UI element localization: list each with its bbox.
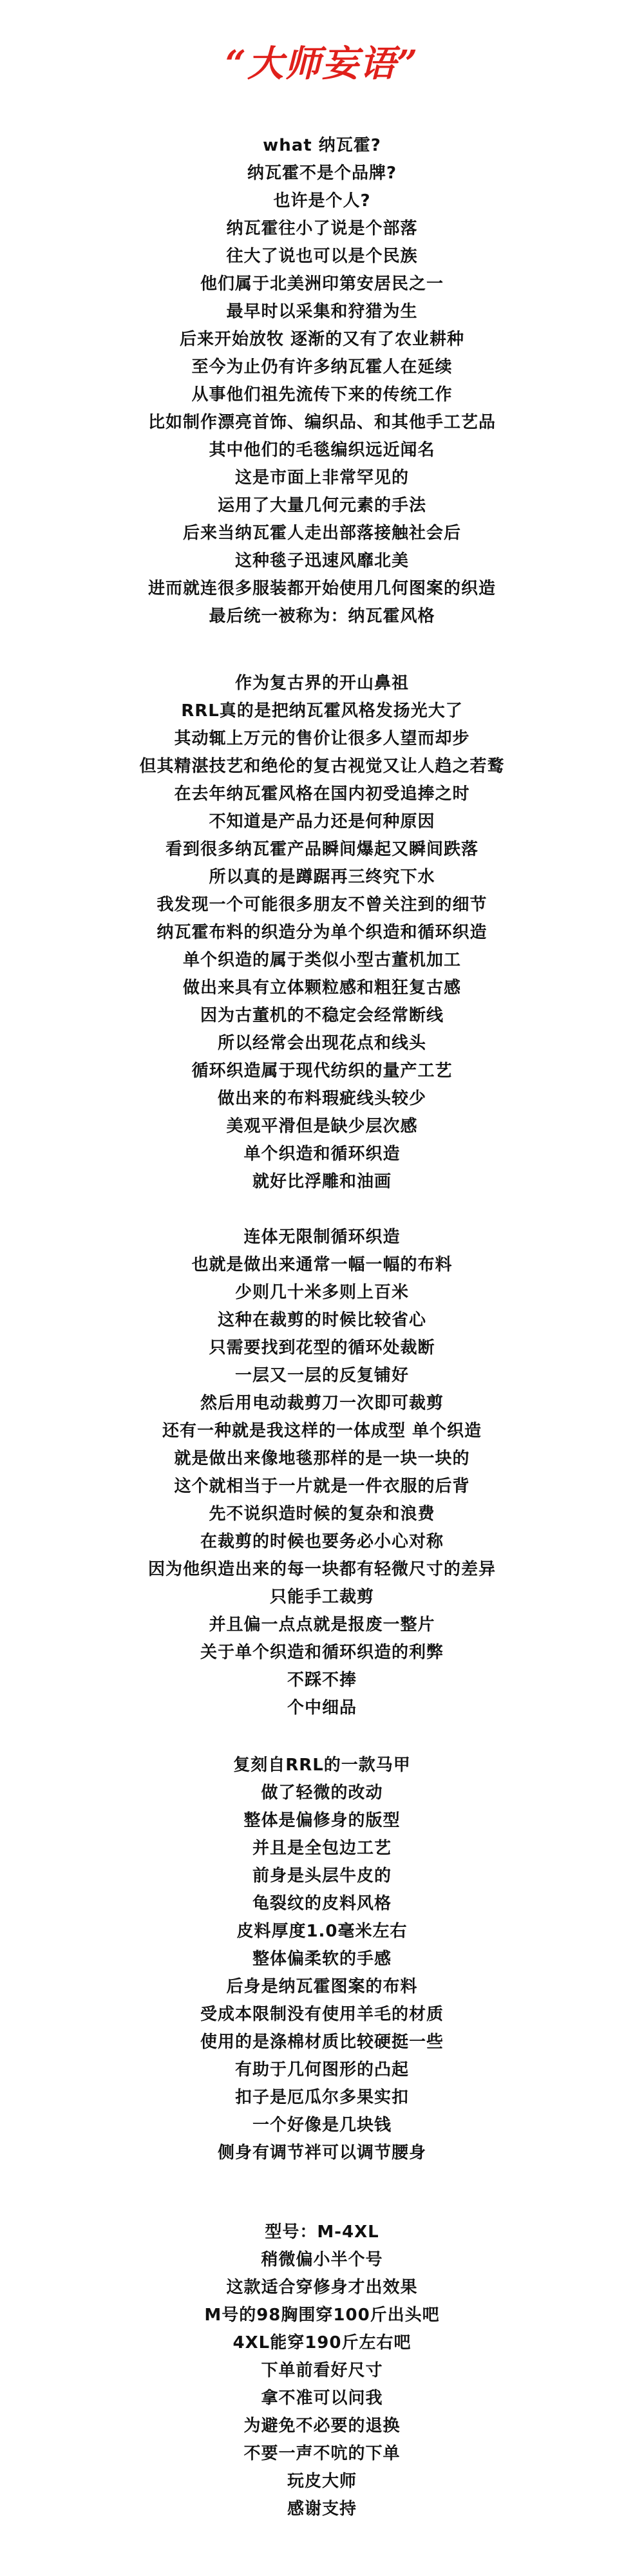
text-line: 玩皮大师 [287, 2472, 357, 2491]
text-line: 往大了说也可以是个民族 [226, 247, 418, 266]
section-sizing [0, 2219, 644, 2523]
text-line: 做出来的布料瑕疵线头较少 [217, 1089, 426, 1108]
text-line: 做了轻微的改动 [261, 1783, 383, 1803]
text-line: 下单前看好尺寸 [261, 2361, 383, 2380]
text-line: 因为他织造出来的每一块都有轻微尺寸的差异 [147, 1560, 496, 1579]
text-line: 拿不准可以问我 [261, 2389, 383, 2408]
section-vest-details [0, 1752, 644, 2167]
text-line: 连体无限制循环织造 [243, 1227, 401, 1247]
text-line: 在去年纳瓦霍风格在国内初受追捧之时 [174, 784, 470, 804]
text-line: 作为复古界的开山鼻祖 [234, 674, 409, 693]
page-title: “大师妄语” [225, 43, 419, 85]
text-line: 然后用电动裁剪刀一次即可裁剪 [200, 1394, 444, 1413]
text-line: 纳瓦霍往小了说是个部落 [226, 219, 418, 238]
text-line: 其动辄上万元的售价让很多人望而却步 [174, 729, 470, 748]
text-line: 这种在裁剪的时候比较省心 [217, 1311, 426, 1330]
text-line: 单个织造的属于类似小型古董机加工 [182, 951, 461, 970]
text-line: 感谢支持 [287, 2499, 357, 2519]
text-line: 有助于几何图形的凸起 [234, 2060, 409, 2079]
text-line: 也就是做出来通常一幅一幅的布料 [191, 1255, 453, 1274]
text-line: 龟裂纹的皮料风格 [252, 1894, 392, 1913]
text-line: 型号：M-4XL [265, 2222, 379, 2242]
text-line: 皮料厚度1.0毫米左右 [236, 1922, 408, 1941]
text-line: 运用了大量几何元素的手法 [217, 496, 426, 515]
text-line: 后身是纳瓦霍图案的布料 [226, 1977, 418, 1996]
section-cutting-process [0, 1224, 644, 1722]
text-line: 并且偏一点点就是报废一整片 [209, 1615, 435, 1634]
text-line: 个中细品 [287, 1698, 357, 1718]
text-line: M号的98胸围穿100斤出头吧 [204, 2306, 440, 2325]
text-line: 并且是全包边工艺 [252, 1839, 392, 1858]
text-line: 比如制作漂亮首饰、编织品、和其他手工艺品 [147, 413, 496, 432]
text-line: 为避免不必要的退换 [243, 2416, 401, 2436]
text-line: 也许是个人? [273, 191, 371, 211]
text-line: 就是做出来像地毯那样的是一块一块的 [174, 1449, 470, 1468]
section-rrl-weaving [0, 670, 644, 1196]
text-line: 这款适合穿修身才出效果 [226, 2278, 418, 2297]
text-line: 稍微偏小半个号 [261, 2250, 383, 2269]
text-line: 最后统一被称为：纳瓦霍风格 [209, 607, 435, 626]
text-line: 只需要找到花型的循环处裁断 [209, 1338, 435, 1358]
text-line: 单个织造和循环织造 [243, 1144, 401, 1164]
text-line: 先不说织造时候的复杂和浪费 [209, 1504, 435, 1524]
text-line: 复刻自RRL的一款马甲 [233, 1756, 411, 1775]
text-line: 使用的是涤棉材质比较硬挺一些 [200, 2032, 444, 2052]
text-line: 这种毯子迅速风靡北美 [234, 551, 409, 571]
text-line: 关于单个织造和循环织造的利弊 [200, 1643, 444, 1662]
text-line: 一层又一层的反复铺好 [234, 1366, 409, 1385]
text-line: 在裁剪的时候也要务必小心对称 [200, 1532, 444, 1551]
text-line: 但其精湛技艺和绝伦的复古视觉又让人趋之若鹜 [139, 757, 505, 776]
text-line: 纳瓦霍布料的织造分为单个织造和循环织造 [156, 923, 488, 942]
text-line: 他们属于北美洲印第安居民之一 [200, 274, 444, 294]
text-line: what 纳瓦霍? [263, 136, 381, 155]
text-line: 扣子是厄瓜尔多果实扣 [234, 2088, 409, 2107]
text-line: 所以真的是蹲踞再三终究下水 [209, 867, 435, 887]
text-line: RRL真的是把纳瓦霍风格发扬光大了 [181, 701, 463, 721]
section-navajo-intro [0, 132, 644, 630]
text-line: 其中他们的毛毯编织远近闻名 [209, 440, 435, 460]
text-line: 后来当纳瓦霍人走出部落接触社会后 [182, 524, 461, 543]
text-line: 整体偏柔软的手感 [252, 1949, 392, 1969]
text-line: 最早时以采集和狩猎为生 [226, 302, 418, 321]
text-line: 只能手工裁剪 [269, 1587, 374, 1607]
text-line: 前身是头层牛皮的 [252, 1866, 392, 1886]
text-line: 不要一声不吭的下单 [243, 2444, 401, 2463]
text-line: 4XL能穿190斤左右吧 [232, 2333, 412, 2353]
text-line: 从事他们祖先流传下来的传统工作 [191, 385, 453, 404]
text-line: 至今为止仍有许多纳瓦霍人在延续 [191, 357, 453, 377]
text-line: 就好比浮雕和油画 [252, 1172, 392, 1191]
text-line: 不知道是产品力还是何种原因 [209, 812, 435, 831]
text-line: 不踩不捧 [287, 1671, 357, 1690]
text-line: 侧身有调节袢可以调节腰身 [217, 2143, 426, 2163]
text-line: 整体是偏修身的版型 [243, 1811, 401, 1830]
text-line: 看到很多纳瓦霍产品瞬间爆起又瞬间跌落 [165, 840, 478, 859]
text-line: 我发现一个可能很多朋友不曾关注到的细节 [156, 895, 488, 914]
text-line: 进而就连很多服装都开始使用几何图案的织造 [147, 579, 496, 598]
text-line: 所以经常会出现花点和线头 [217, 1034, 426, 1053]
text-line: 美观平滑但是缺少层次感 [226, 1117, 418, 1136]
text-line: 还有一种就是我这样的一体成型 单个织造 [162, 1421, 482, 1441]
text-line: 循环织造属于现代纺织的量产工艺 [191, 1061, 453, 1081]
text-line: 这是市面上非常罕见的 [234, 468, 409, 488]
text-line: 后来开始放牧 逐渐的又有了农业耕种 [179, 330, 465, 349]
text-line: 这个就相当于一片就是一件衣服的后背 [174, 1477, 470, 1496]
text-line: 一个好像是几块钱 [252, 2116, 392, 2135]
text-line: 因为古董机的不稳定会经常断线 [200, 1006, 444, 1025]
text-line: 做出来具有立体颗粒感和粗狂复古感 [182, 978, 461, 998]
text-line: 纳瓦霍不是个品牌? [247, 164, 397, 183]
text-line: 受成本限制没有使用羊毛的材质 [200, 2005, 444, 2024]
text-line: 少则几十米多则上百米 [234, 1283, 409, 1302]
